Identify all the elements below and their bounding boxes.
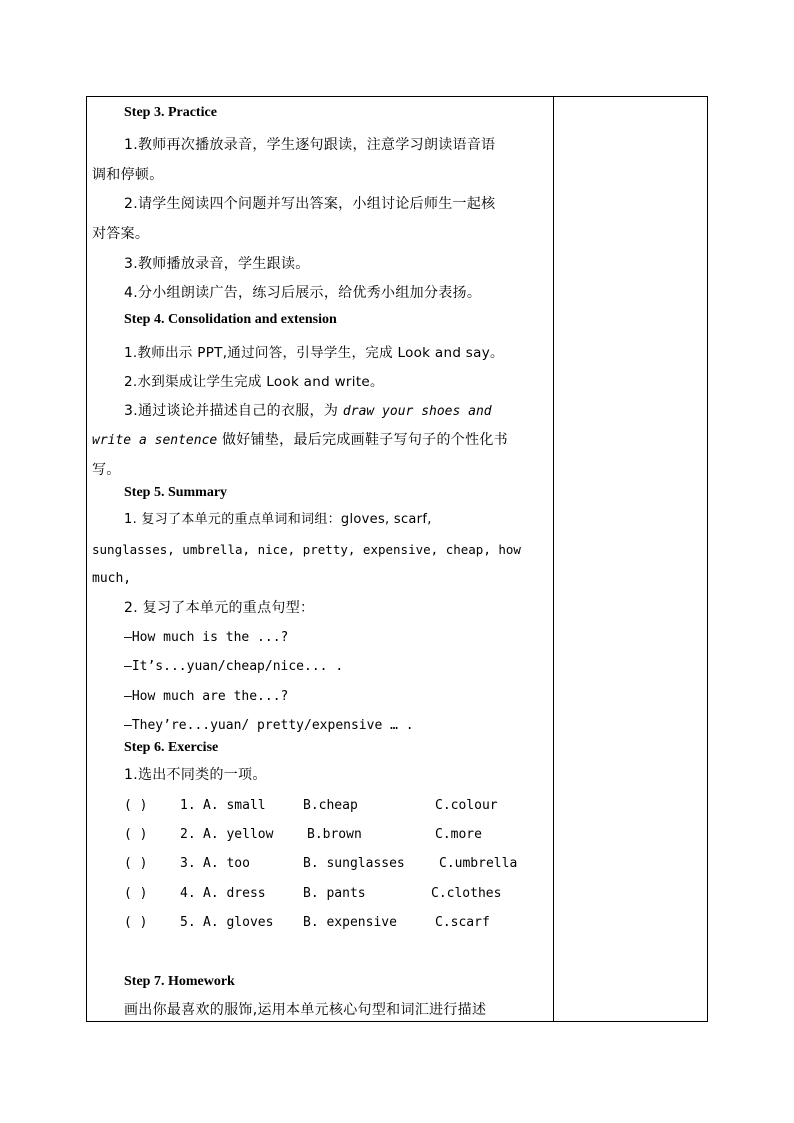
item-number: 3.: [180, 856, 196, 871]
option-b: B.brown: [307, 827, 362, 842]
answer-blank[interactable]: ( ): [124, 856, 148, 871]
step4-title: Step 4. Consolidation and extension: [124, 312, 337, 327]
option-a: A. dress: [203, 886, 266, 901]
step4-p3a: [124, 402, 492, 421]
step4-p1: 1.教师出示 PPT,通过问答，引导学生，完成 Look and say。: [124, 345, 504, 361]
option-c: C.colour: [435, 798, 498, 813]
step4-p3c: 写。: [92, 462, 121, 478]
step4-p3a-it: draw your shoes and: [342, 404, 492, 419]
step3-p1a: 1.教师再次播放录音，学生逐句跟读，注意学习朗读语音语: [124, 137, 496, 153]
answer-blank[interactable]: ( ): [124, 827, 148, 842]
step4-p3b-it: write a sentence: [92, 433, 218, 448]
step5-s4: —They’re...yuan/ pretty/expensive … .: [124, 718, 414, 733]
item-number: 1.: [180, 798, 196, 813]
step3-p2b: 对答案。: [92, 226, 150, 242]
step7-title: Step 7. Homework: [124, 974, 235, 989]
step7-p1: 画出你最喜欢的服饰,运用本单元核心句型和词汇进行描述: [124, 1002, 487, 1018]
option-a: A. too: [203, 856, 250, 871]
answer-blank[interactable]: ( ): [124, 886, 148, 901]
step5-p1b: sunglasses, umbrella, nice, pretty, expensive, cheap, how: [92, 542, 521, 557]
option-a: A. small: [203, 798, 266, 813]
lesson-table: [86, 96, 708, 1022]
option-a: A. gloves: [203, 915, 274, 930]
step4-p2: 2.水到渠成让学生完成 Look and write。: [124, 374, 384, 390]
option-b: B.cheap: [303, 798, 358, 813]
step5-p1c: much,: [92, 571, 132, 586]
step3-p2a: 2.请学生阅读四个问题并写出答案，小组讨论后师生一起核: [124, 196, 496, 212]
option-c: C.scarf: [435, 915, 490, 930]
item-number: 5.: [180, 915, 196, 930]
option-a: A. yellow: [203, 827, 274, 842]
option-c: C.more: [435, 827, 482, 842]
step4-p3b: [92, 431, 508, 450]
step6-instruction: 1.选出不同类的一项。: [124, 767, 267, 783]
answer-blank[interactable]: ( ): [124, 915, 148, 930]
option-b: B. pants: [303, 886, 366, 901]
step3-p3: 3.教师播放录音，学生跟读。: [124, 256, 310, 272]
item-number: 4.: [180, 886, 196, 901]
step3-p1b: 调和停顿。: [92, 167, 164, 183]
option-b: B. expensive: [303, 915, 397, 930]
option-b: B. sunglasses: [303, 856, 405, 871]
item-number: 2.: [180, 827, 196, 842]
step5-title: Step 5. Summary: [124, 485, 228, 500]
option-c: C.clothes: [431, 886, 502, 901]
answer-blank[interactable]: ( ): [124, 798, 148, 813]
step3-title: Step 3. Practice: [124, 105, 217, 120]
step5-p1a: 1. 复习了本单元的重点单词和词组：gloves, scarf,: [124, 512, 432, 527]
step5-s3: —How much are the...?: [124, 689, 289, 704]
column-divider: [553, 97, 554, 1021]
option-c: C.umbrella: [439, 856, 518, 871]
step4-p3a-zh: 3.通过谈论并描述自己的衣服，为: [124, 403, 343, 419]
step6-title: Step 6. Exercise: [124, 740, 219, 755]
step5-s1: —How much is the ...?: [124, 630, 289, 645]
step3-p4: 4.分小组朗读广告，练习后展示，给优秀小组加分表扬。: [124, 285, 482, 301]
step5-p2: 2. 复习了本单元的重点句型：: [124, 600, 315, 616]
step5-s2: —It’s...yuan/cheap/nice... .: [124, 659, 344, 674]
step4-p3b-zh: 做好铺垫，最后完成画鞋子写句子的个性化书: [217, 432, 508, 448]
